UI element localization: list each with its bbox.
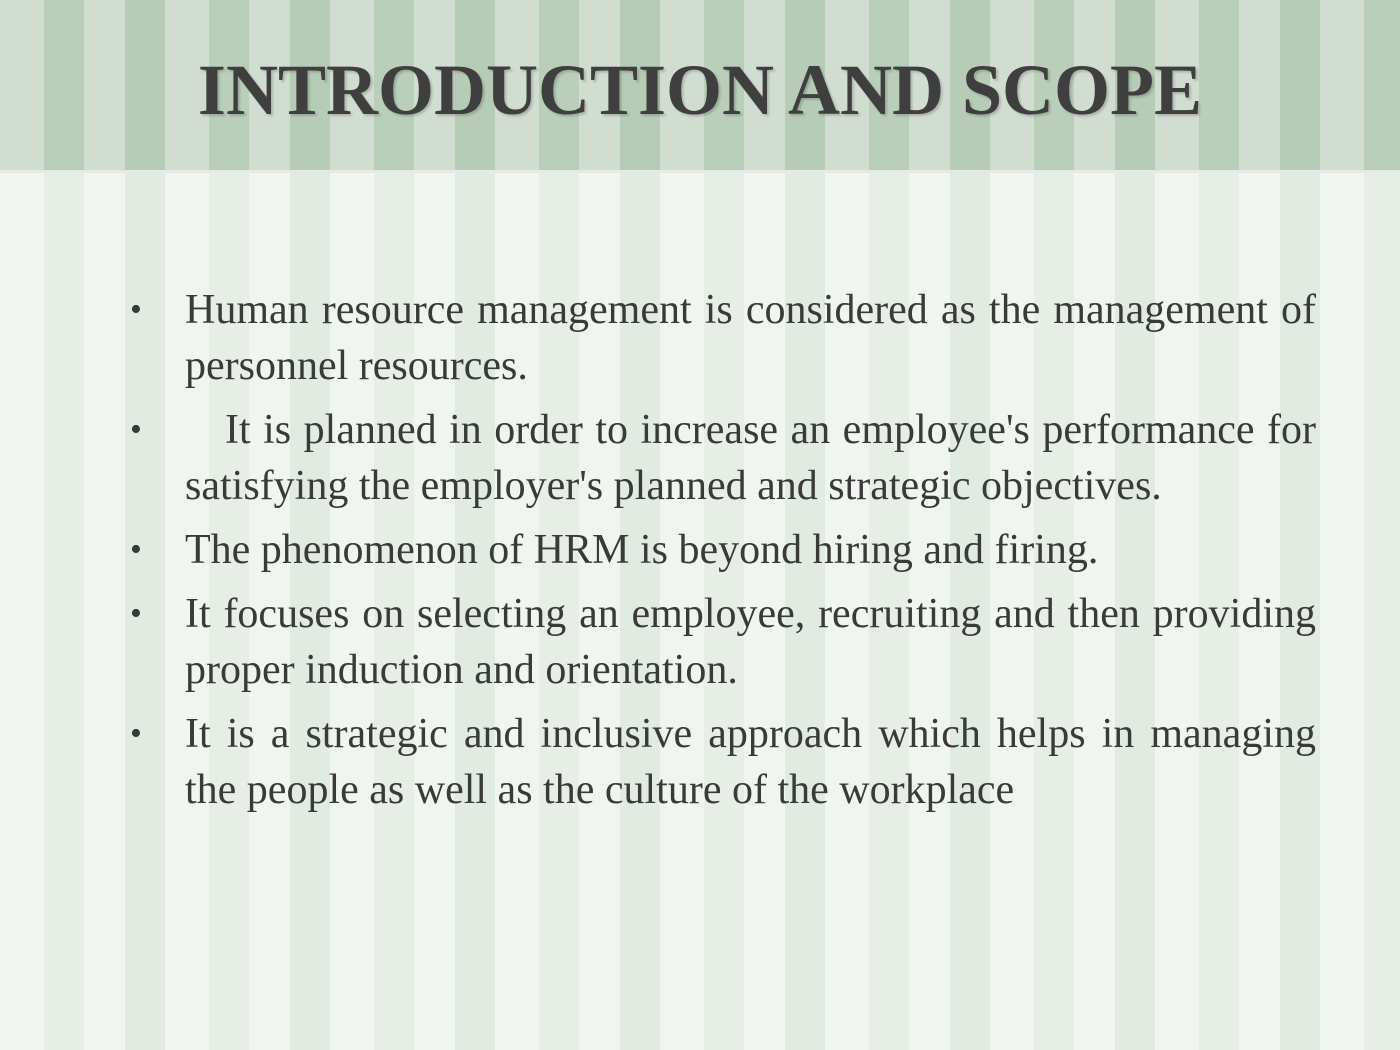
bullet-icon: • — [130, 715, 142, 752]
bullet-text: Human resource management is considered as the management of personnel resources. — [185, 287, 1316, 389]
bullet-icon: • — [130, 531, 142, 568]
slide-title: INTRODUCTION AND SCOPE — [197, 50, 1203, 130]
bullet-list — [130, 282, 1316, 826]
bullet-text: It focuses on selecting an employee, recruiting and then providing proper induction and orientation. — [185, 591, 1316, 693]
bullet-item — [130, 402, 1316, 514]
bullet-item — [130, 586, 1316, 698]
bullet-icon: • — [130, 595, 142, 632]
header-divider — [0, 170, 1400, 173]
bullet-icon: • — [130, 291, 142, 328]
bullet-icon: • — [130, 411, 142, 448]
bullet-text: It is planned in order to increase an employee's performance for satisfying the employer's planned and strategic objectives. — [185, 407, 1316, 509]
bullet-item — [130, 282, 1316, 394]
bullet-text: The phenomenon of HRM is beyond hiring and firing. — [185, 527, 1099, 573]
bullet-item — [130, 706, 1316, 818]
bullet-item — [130, 522, 1316, 578]
bullet-text: It is a strategic and inclusive approach which helps in managing the people as well as the culture of the workplace — [185, 711, 1316, 813]
